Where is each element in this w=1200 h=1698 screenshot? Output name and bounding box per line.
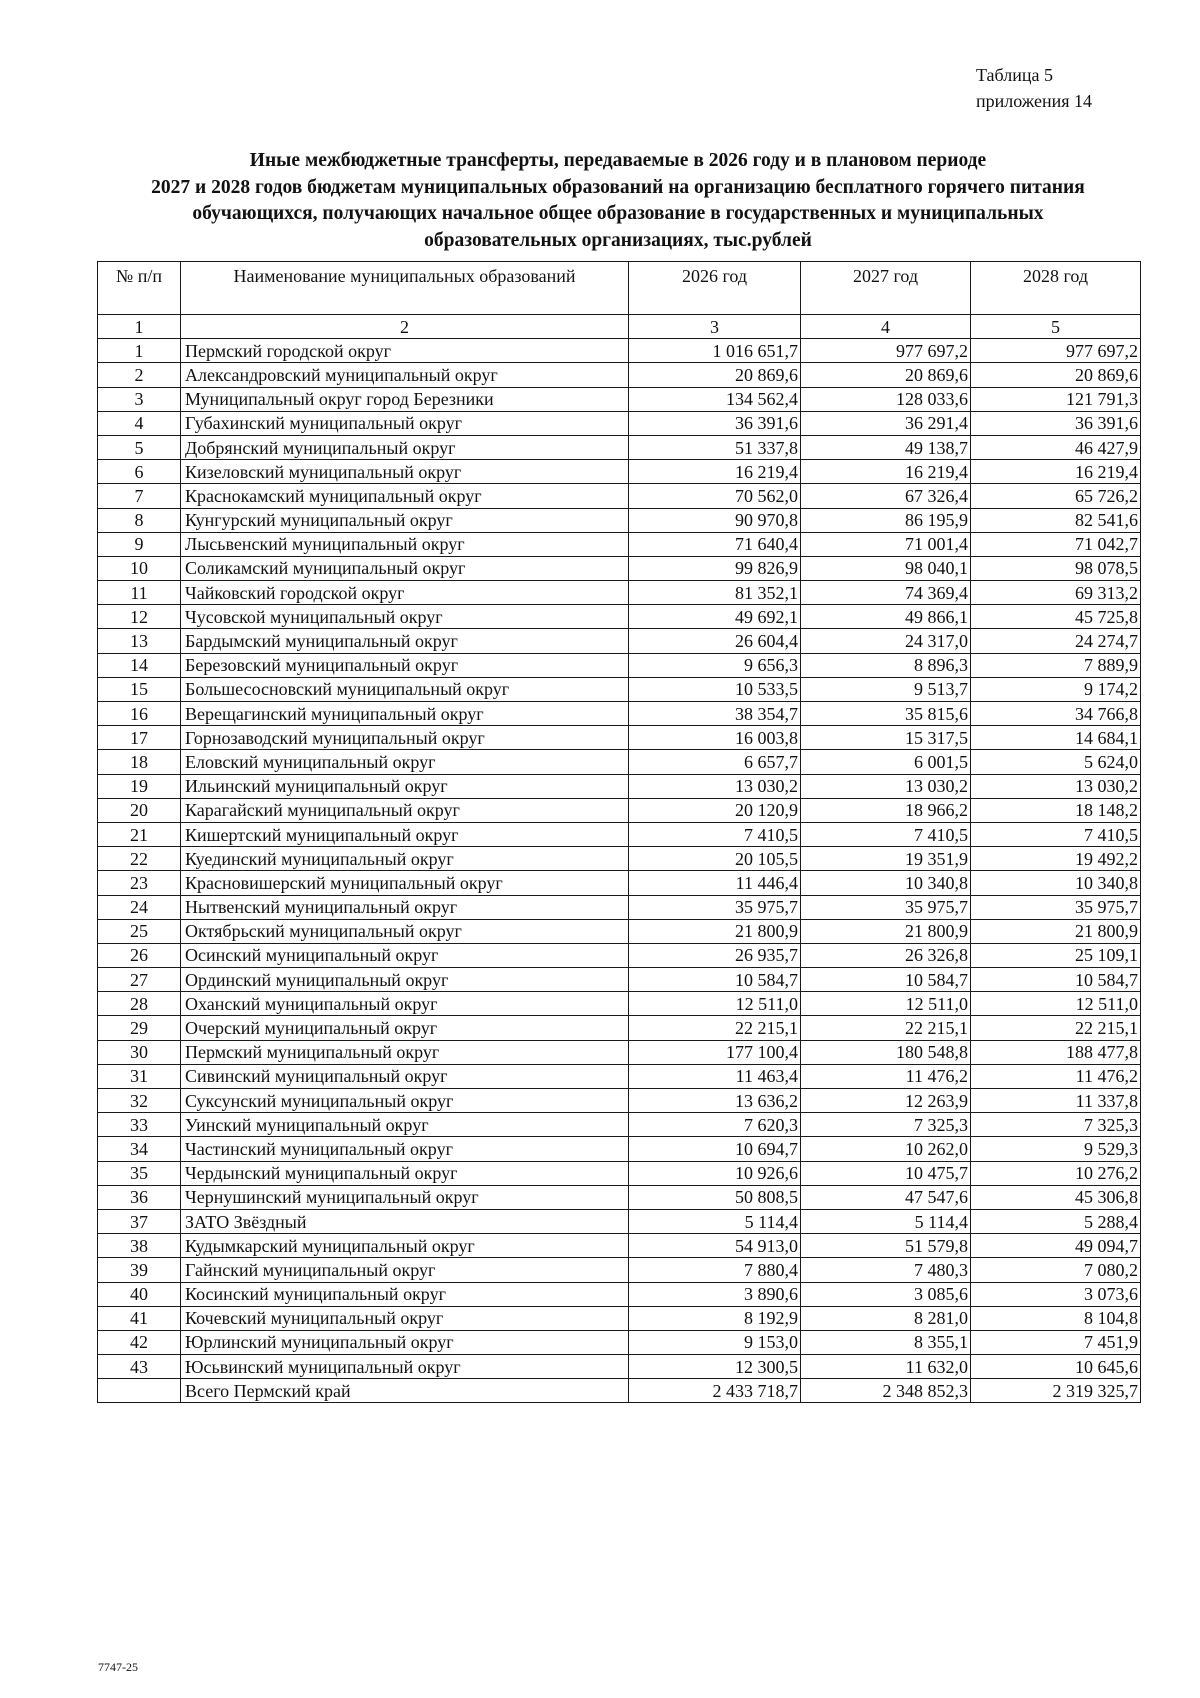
value-2027: 16 219,4 (801, 460, 971, 484)
row-number: 33 (98, 1113, 181, 1137)
title-line: образовательных организациях, тыс.рублей (424, 229, 812, 251)
value-2028: 12 511,0 (971, 992, 1141, 1016)
table-row (98, 411, 1141, 435)
row-number: 26 (98, 943, 181, 967)
value-2027: 15 317,5 (801, 726, 971, 750)
municipality-name: Косинский муниципальный округ (181, 1282, 629, 1306)
value-2028: 65 726,2 (971, 484, 1141, 508)
row-number: 30 (98, 1040, 181, 1064)
row-number: 2 (98, 363, 181, 387)
value-2026: 20 869,6 (629, 363, 801, 387)
row-number: 36 (98, 1185, 181, 1209)
value-2028: 7 325,3 (971, 1113, 1141, 1137)
municipality-name: Кизеловский муниципальный округ (181, 460, 629, 484)
appendix-number: приложения 14 (976, 91, 1093, 111)
municipality-name: Чусовской муниципальный округ (181, 605, 629, 629)
row-number: 41 (98, 1306, 181, 1330)
value-2026: 134 562,4 (629, 387, 801, 411)
table-row (98, 363, 1141, 387)
municipality-name: Краснокамский муниципальный округ (181, 484, 629, 508)
row-number: 38 (98, 1234, 181, 1258)
municipality-name: Чердынский муниципальный округ (181, 1161, 629, 1185)
value-2026: 22 215,1 (629, 1016, 801, 1040)
table-row (98, 702, 1141, 726)
value-2028: 9 529,3 (971, 1137, 1141, 1161)
value-2026: 9 656,3 (629, 653, 801, 677)
row-number: 21 (98, 822, 181, 846)
title-line: Иные межбюджетные трансферты, передаваемые в 2026 году и в плановом периоде (249, 150, 987, 171)
column-header-2027: 2027 год (801, 262, 971, 315)
value-2027: 71 001,4 (801, 532, 971, 556)
row-number: 23 (98, 871, 181, 895)
value-2028: 10 340,8 (971, 871, 1141, 895)
table-row (98, 992, 1141, 1016)
value-2028: 8 104,8 (971, 1306, 1141, 1330)
table-row (98, 677, 1141, 701)
row-number: 4 (98, 411, 181, 435)
value-2028: 10 584,7 (971, 968, 1141, 992)
value-2028: 71 042,7 (971, 532, 1141, 556)
value-2028: 5 624,0 (971, 750, 1141, 774)
value-2028: 24 274,7 (971, 629, 1141, 653)
value-2027: 49 866,1 (801, 605, 971, 629)
value-2027: 11 632,0 (801, 1355, 971, 1379)
value-2028: 35 975,7 (971, 895, 1141, 919)
row-number: 20 (98, 798, 181, 822)
municipality-name: Кишертский муниципальный округ (181, 822, 629, 846)
row-number: 12 (98, 605, 181, 629)
table-row (98, 1306, 1141, 1330)
municipality-name: Большесосновский муниципальный округ (181, 677, 629, 701)
municipality-name: Ильинский муниципальный округ (181, 774, 629, 798)
table-row (98, 1113, 1141, 1137)
row-number: 28 (98, 992, 181, 1016)
municipality-name: Красновишерский муниципальный округ (181, 871, 629, 895)
value-2026: 26 935,7 (629, 943, 801, 967)
total-row (98, 1379, 1141, 1403)
value-2027: 10 340,8 (801, 871, 971, 895)
value-2026: 9 153,0 (629, 1330, 801, 1354)
value-2026: 16 003,8 (629, 726, 801, 750)
municipality-name: Березовский муниципальный округ (181, 653, 629, 677)
municipality-name: Пермский муниципальный округ (181, 1040, 629, 1064)
table-row (98, 871, 1141, 895)
value-2026: 6 657,7 (629, 750, 801, 774)
municipality-name: Александровский муниципальный округ (181, 363, 629, 387)
column-number: 3 (629, 315, 801, 339)
value-2026: 7 410,5 (629, 822, 801, 846)
value-2026: 81 352,1 (629, 581, 801, 605)
municipality-name: Добрянский муниципальный округ (181, 435, 629, 459)
table-row (98, 822, 1141, 846)
municipality-name: Муниципальный округ город Березники (181, 387, 629, 411)
table-number: Таблица 5 (976, 65, 1053, 85)
municipality-name: Уинский муниципальный округ (181, 1113, 629, 1137)
value-2028: 45 306,8 (971, 1185, 1141, 1209)
table-row (98, 1137, 1141, 1161)
value-2028: 18 148,2 (971, 798, 1141, 822)
value-2026: 8 192,9 (629, 1306, 801, 1330)
municipality-name: Карагайский муниципальный округ (181, 798, 629, 822)
value-2027: 128 033,6 (801, 387, 971, 411)
municipality-name: Чернушинский муниципальный округ (181, 1185, 629, 1209)
table-row (98, 726, 1141, 750)
municipality-name: Осинский муниципальный округ (181, 943, 629, 967)
table-reference (976, 62, 1092, 114)
value-2028: 36 391,6 (971, 411, 1141, 435)
table-row (98, 1064, 1141, 1088)
value-2028: 5 288,4 (971, 1209, 1141, 1233)
value-2026: 11 463,4 (629, 1064, 801, 1088)
table-row (98, 339, 1141, 363)
document-code: 7747-25 (98, 1660, 138, 1674)
value-2028: 19 492,2 (971, 847, 1141, 871)
value-2026: 20 105,5 (629, 847, 801, 871)
value-2027: 36 291,4 (801, 411, 971, 435)
table-row (98, 1234, 1141, 1258)
table-row (98, 1185, 1141, 1209)
value-2028: 10 276,2 (971, 1161, 1141, 1185)
value-2026: 13 636,2 (629, 1089, 801, 1113)
value-2027: 10 475,7 (801, 1161, 971, 1185)
value-2026: 70 562,0 (629, 484, 801, 508)
value-2027: 8 896,3 (801, 653, 971, 677)
value-2027: 12 263,9 (801, 1089, 971, 1113)
table-row (98, 1161, 1141, 1185)
total-2028: 2 319 325,7 (971, 1379, 1141, 1403)
value-2028: 10 645,6 (971, 1355, 1141, 1379)
row-number: 13 (98, 629, 181, 653)
value-2027: 35 815,6 (801, 702, 971, 726)
row-number: 1 (98, 339, 181, 363)
value-2028: 11 337,8 (971, 1089, 1141, 1113)
row-number: 40 (98, 1282, 181, 1306)
value-2028: 14 684,1 (971, 726, 1141, 750)
municipality-name: Оханский муниципальный округ (181, 992, 629, 1016)
row-number: 6 (98, 460, 181, 484)
row-number: 14 (98, 653, 181, 677)
municipality-name: Нытвенский муниципальный округ (181, 895, 629, 919)
row-number: 25 (98, 919, 181, 943)
value-2027: 22 215,1 (801, 1016, 971, 1040)
value-2027: 86 195,9 (801, 508, 971, 532)
row-number: 24 (98, 895, 181, 919)
table-row (98, 1282, 1141, 1306)
value-2027: 12 511,0 (801, 992, 971, 1016)
column-header-2028: 2028 год (971, 262, 1141, 315)
value-2026: 10 694,7 (629, 1137, 801, 1161)
table-row (98, 508, 1141, 532)
total-2026: 2 433 718,7 (629, 1379, 801, 1403)
table-body (98, 339, 1141, 1379)
row-number: 11 (98, 581, 181, 605)
municipality-name: Горнозаводский муниципальный округ (181, 726, 629, 750)
row-number: 18 (98, 750, 181, 774)
value-2028: 21 800,9 (971, 919, 1141, 943)
value-2027: 67 326,4 (801, 484, 971, 508)
column-header-2026: 2026 год (629, 262, 801, 315)
value-2027: 49 138,7 (801, 435, 971, 459)
municipality-name: Чайковский городской округ (181, 581, 629, 605)
value-2026: 90 970,8 (629, 508, 801, 532)
table-row (98, 1209, 1141, 1233)
value-2026: 177 100,4 (629, 1040, 801, 1064)
total-2027: 2 348 852,3 (801, 1379, 971, 1403)
row-number: 32 (98, 1089, 181, 1113)
value-2028: 121 791,3 (971, 387, 1141, 411)
value-2027: 5 114,4 (801, 1209, 971, 1233)
value-2026: 7 620,3 (629, 1113, 801, 1137)
municipality-name: Ординский муниципальный округ (181, 968, 629, 992)
value-2026: 1 016 651,7 (629, 339, 801, 363)
value-2028: 49 094,7 (971, 1234, 1141, 1258)
value-2026: 16 219,4 (629, 460, 801, 484)
row-number: 10 (98, 556, 181, 580)
value-2026: 99 826,9 (629, 556, 801, 580)
table-row (98, 1355, 1141, 1379)
municipality-name: Очерский муниципальный округ (181, 1016, 629, 1040)
table-row (98, 847, 1141, 871)
municipality-name: Сивинский муниципальный округ (181, 1064, 629, 1088)
row-number: 43 (98, 1355, 181, 1379)
value-2026: 51 337,8 (629, 435, 801, 459)
row-number: 37 (98, 1209, 181, 1233)
value-2027: 8 281,0 (801, 1306, 971, 1330)
table-row (98, 435, 1141, 459)
value-2028: 7 889,9 (971, 653, 1141, 677)
municipality-name: Юрлинский муниципальный округ (181, 1330, 629, 1354)
table-row (98, 895, 1141, 919)
value-2028: 46 427,9 (971, 435, 1141, 459)
table-row (98, 750, 1141, 774)
value-2026: 21 800,9 (629, 919, 801, 943)
total-label: Всего Пермский край (181, 1379, 629, 1403)
row-number: 22 (98, 847, 181, 871)
table-row (98, 1040, 1141, 1064)
table-row (98, 774, 1141, 798)
column-header-name: Наименование муниципальных образований (181, 262, 629, 315)
value-2027: 35 975,7 (801, 895, 971, 919)
value-2026: 12 511,0 (629, 992, 801, 1016)
value-2027: 10 584,7 (801, 968, 971, 992)
municipality-name: Кунгурский муниципальный округ (181, 508, 629, 532)
total-number-cell (98, 1379, 181, 1403)
value-2028: 11 476,2 (971, 1064, 1141, 1088)
value-2027: 74 369,4 (801, 581, 971, 605)
value-2027: 98 040,1 (801, 556, 971, 580)
value-2028: 977 697,2 (971, 339, 1141, 363)
municipality-name: Октябрьский муниципальный округ (181, 919, 629, 943)
column-number: 4 (801, 315, 971, 339)
table-row (98, 581, 1141, 605)
table-row (98, 556, 1141, 580)
value-2028: 7 410,5 (971, 822, 1141, 846)
value-2026: 71 640,4 (629, 532, 801, 556)
row-number: 15 (98, 677, 181, 701)
municipality-name: Кочевский муниципальный округ (181, 1306, 629, 1330)
value-2028: 9 174,2 (971, 677, 1141, 701)
value-2027: 6 001,5 (801, 750, 971, 774)
column-number: 5 (971, 315, 1141, 339)
row-number: 8 (98, 508, 181, 532)
row-number: 34 (98, 1137, 181, 1161)
value-2026: 10 584,7 (629, 968, 801, 992)
table-row (98, 484, 1141, 508)
value-2027: 3 085,6 (801, 1282, 971, 1306)
value-2028: 82 541,6 (971, 508, 1141, 532)
table-row (98, 943, 1141, 967)
value-2026: 54 913,0 (629, 1234, 801, 1258)
table-row (98, 387, 1141, 411)
transfers-table (97, 261, 1141, 1403)
municipality-name: Верещагинский муниципальный округ (181, 702, 629, 726)
table-row (98, 1089, 1141, 1113)
municipality-name: Бардымский муниципальный округ (181, 629, 629, 653)
value-2026: 3 890,6 (629, 1282, 801, 1306)
value-2027: 18 966,2 (801, 798, 971, 822)
value-2027: 19 351,9 (801, 847, 971, 871)
row-number: 39 (98, 1258, 181, 1282)
table-row (98, 629, 1141, 653)
value-2028: 13 030,2 (971, 774, 1141, 798)
column-number: 2 (181, 315, 629, 339)
municipality-name: Куединский муниципальный округ (181, 847, 629, 871)
municipality-name: Гайнский муниципальный округ (181, 1258, 629, 1282)
value-2028: 25 109,1 (971, 943, 1141, 967)
value-2027: 7 410,5 (801, 822, 971, 846)
value-2028: 20 869,6 (971, 363, 1141, 387)
value-2027: 13 030,2 (801, 774, 971, 798)
row-number: 29 (98, 1016, 181, 1040)
table-row (98, 1258, 1141, 1282)
value-2027: 21 800,9 (801, 919, 971, 943)
row-number: 9 (98, 532, 181, 556)
value-2026: 35 975,7 (629, 895, 801, 919)
municipality-name: Пермский городской округ (181, 339, 629, 363)
value-2027: 977 697,2 (801, 339, 971, 363)
municipality-name: Лысьвенский муниципальный округ (181, 532, 629, 556)
column-number: 1 (98, 315, 181, 339)
value-2028: 34 766,8 (971, 702, 1141, 726)
municipality-name: Юсьвинский муниципальный округ (181, 1355, 629, 1379)
value-2026: 13 030,2 (629, 774, 801, 798)
value-2028: 45 725,8 (971, 605, 1141, 629)
municipality-name: Суксунский муниципальный округ (181, 1089, 629, 1113)
value-2026: 20 120,9 (629, 798, 801, 822)
column-header-number: № п/п (98, 262, 181, 315)
value-2027: 180 548,8 (801, 1040, 971, 1064)
value-2026: 26 604,4 (629, 629, 801, 653)
value-2028: 188 477,8 (971, 1040, 1141, 1064)
municipality-name: Частинский муниципальный округ (181, 1137, 629, 1161)
table-row (98, 605, 1141, 629)
table-row (98, 653, 1141, 677)
value-2027: 8 355,1 (801, 1330, 971, 1354)
row-number: 5 (98, 435, 181, 459)
value-2028: 22 215,1 (971, 1016, 1141, 1040)
value-2027: 10 262,0 (801, 1137, 971, 1161)
value-2026: 10 926,6 (629, 1161, 801, 1185)
value-2026: 11 446,4 (629, 871, 801, 895)
title-line: 2027 и 2028 годов бюджетам муниципальных образований на организацию бесплатного горячего питания (151, 176, 1085, 198)
table-row (98, 919, 1141, 943)
value-2026: 7 880,4 (629, 1258, 801, 1282)
value-2028: 3 073,6 (971, 1282, 1141, 1306)
row-number: 17 (98, 726, 181, 750)
row-number: 42 (98, 1330, 181, 1354)
value-2027: 26 326,8 (801, 943, 971, 967)
value-2027: 11 476,2 (801, 1064, 971, 1088)
value-2026: 5 114,4 (629, 1209, 801, 1233)
table-row (98, 968, 1141, 992)
table-row (98, 1330, 1141, 1354)
value-2026: 50 808,5 (629, 1185, 801, 1209)
value-2026: 10 533,5 (629, 677, 801, 701)
value-2028: 16 219,4 (971, 460, 1141, 484)
row-number: 35 (98, 1161, 181, 1185)
municipality-name: Соликамский муниципальный округ (181, 556, 629, 580)
value-2026: 49 692,1 (629, 605, 801, 629)
row-number: 16 (98, 702, 181, 726)
row-number: 31 (98, 1064, 181, 1088)
column-numbering-row (98, 315, 1141, 339)
municipality-name: Еловский муниципальный округ (181, 750, 629, 774)
value-2028: 69 313,2 (971, 581, 1141, 605)
value-2026: 12 300,5 (629, 1355, 801, 1379)
value-2027: 51 579,8 (801, 1234, 971, 1258)
title-line: обучающихся, получающих начальное общее образование в государственных и муниципальных (192, 203, 1044, 224)
table-row (98, 798, 1141, 822)
row-number: 27 (98, 968, 181, 992)
value-2027: 20 869,6 (801, 363, 971, 387)
table-row (98, 460, 1141, 484)
table-row (98, 1016, 1141, 1040)
value-2027: 9 513,7 (801, 677, 971, 701)
value-2027: 47 547,6 (801, 1185, 971, 1209)
municipality-name: Губахинский муниципальный округ (181, 411, 629, 435)
value-2028: 98 078,5 (971, 556, 1141, 580)
value-2026: 36 391,6 (629, 411, 801, 435)
row-number: 3 (98, 387, 181, 411)
value-2027: 7 325,3 (801, 1113, 971, 1137)
value-2026: 38 354,7 (629, 702, 801, 726)
document-title (96, 148, 1140, 254)
row-number: 7 (98, 484, 181, 508)
table-row (98, 532, 1141, 556)
value-2027: 7 480,3 (801, 1258, 971, 1282)
value-2027: 24 317,0 (801, 629, 971, 653)
municipality-name: Кудымкарский муниципальный округ (181, 1234, 629, 1258)
value-2028: 7 080,2 (971, 1258, 1141, 1282)
header-row (98, 262, 1141, 315)
municipality-name: ЗАТО Звёздный (181, 1209, 629, 1233)
value-2028: 7 451,9 (971, 1330, 1141, 1354)
row-number: 19 (98, 774, 181, 798)
